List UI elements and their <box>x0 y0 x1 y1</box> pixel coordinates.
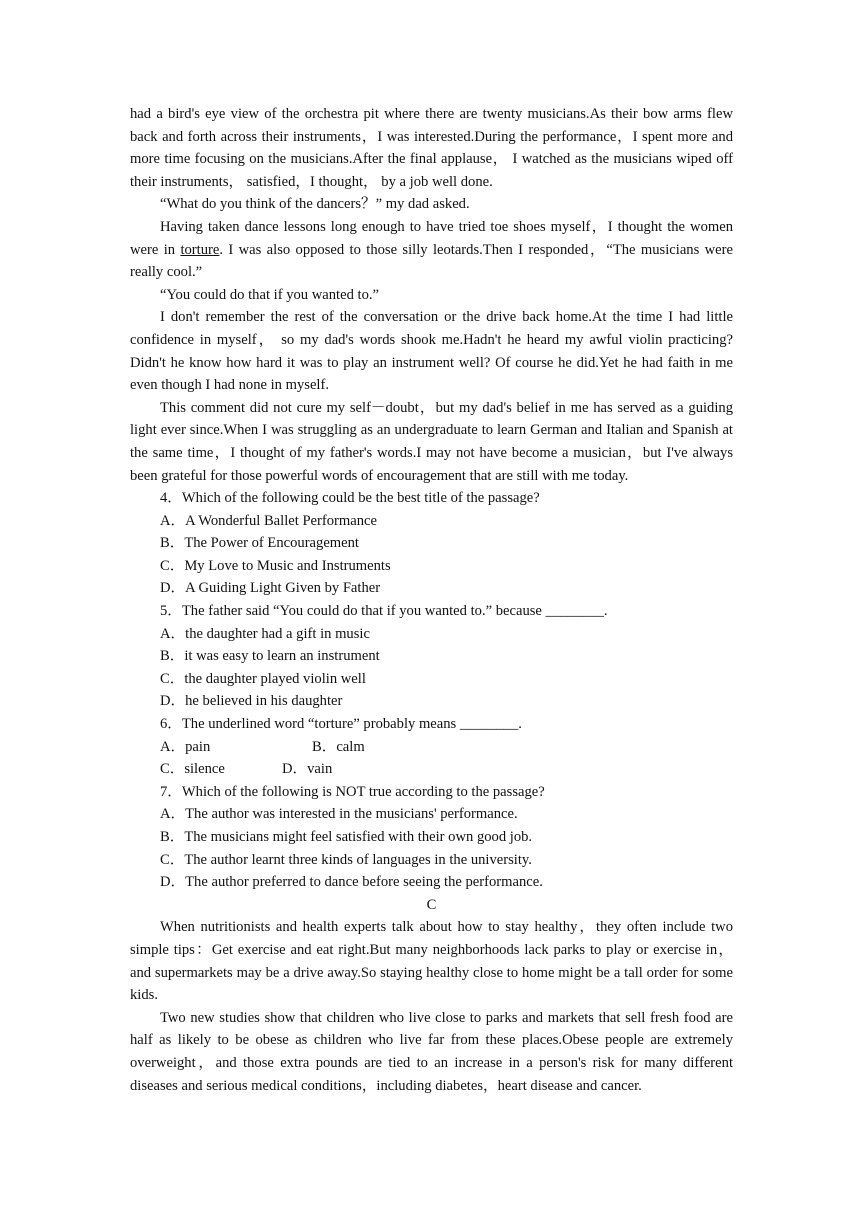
document-page <box>130 103 733 1097</box>
question-4-option-b: B．The Power of Encouragement <box>160 535 359 552</box>
passage-b-paragraph-4: “You could do that if you wanted to.” <box>160 286 380 303</box>
question-6-option-d: D．vain <box>282 761 333 778</box>
passage-b-paragraph-2: “What do you think of the dancers？” my dad asked. <box>160 196 470 213</box>
question-7-option-b: B．The musicians might feel satisfied with their own good job. <box>160 829 533 845</box>
question-5-stem: 5．The father said “You could do that if you wanted to.” because ________. <box>160 603 608 620</box>
question-6-options-row-1 <box>130 736 733 759</box>
question-6-option-b: B．calm <box>312 738 365 755</box>
question-5-option-d: D．he believed in his daughter <box>160 693 343 710</box>
question-6 <box>130 713 733 781</box>
question-5-option-c: C．the daughter played violin well <box>160 670 366 687</box>
question-6-stem: 6．The underlined word “torture” probably means ________. <box>160 716 522 733</box>
passage-b-paragraph-6: This comment did not cure my self－doubt，but my dad's belief in me has served as a guiding light ever since.When I was struggling as an undergraduate to learn German and Italian and Spanish at the same time，I thought of my father's words.I may not have become a musician，but I've always been grateful for those powerful words of encouragement that are still with me today. <box>130 399 733 484</box>
question-7-option-d: D．The author preferred to dance before seeing the performance. <box>160 874 543 891</box>
question-6-option-c: C．silence <box>160 761 225 778</box>
passage-b-paragraph-5: I don't remember the rest of the conversation or the drive back home.At the time I had little confidence in myself， so my dad's words shook me.Hadn't he heard my awful violin practicing? Didn't he know how hard it was to play an instrument well? Of course he did.Yet he had faith in me even though I had none in myself. <box>130 309 733 394</box>
underlined-word-torture: torture <box>180 241 220 258</box>
passage-b-paragraph-3 <box>130 216 733 284</box>
question-6-options-row-2 <box>130 758 733 781</box>
question-4-option-d: D．A Guiding Light Given by Father <box>160 580 381 597</box>
passage-c-paragraph-2: Two new studies show that children who live close to parks and markets that sell fresh food are half as likely to be obese as children who live far from these places.Obese people are extremely overweight，and those extra pounds are tied to an increase in a person's risk for many different diseases and serious medical conditions，including diabetes，heart disease and cancer. <box>130 1009 733 1094</box>
question-7-option-c: C．The author learnt three kinds of languages in the university. <box>160 851 532 868</box>
passage-b-paragraph-1: had a bird's eye view of the orchestra pit where there are twenty musicians.As their bow arms flew back and forth across their instruments，I was interested.During the performance，I spent more and more time focusing on the musicians.After the final applause， I watched as the musicians wiped off their instruments， satisfied，I thought， by a job well done. <box>130 106 733 190</box>
question-5-option-b: B．it was easy to learn an instrument <box>160 648 380 665</box>
question-4-option-a: A．A Wonderful Ballet Performance <box>160 512 377 529</box>
passage-c-paragraph-1: When nutritionists and health experts talk about how to stay healthy，they often include two simple tips：Get exercise and eat right.But many neighborhoods lack parks to play or exercise in，and supermarkets may be a drive away.So staying healthy close to home might be a tall order for some kids. <box>130 919 733 1004</box>
question-5 <box>130 600 733 713</box>
paragraph-3-text-after: . I was also opposed to those silly leotards.Then I responded，“The musicians were really cool.” <box>130 241 733 281</box>
question-6-option-a: A．pain <box>160 738 211 755</box>
question-7 <box>130 781 733 894</box>
question-7-option-a: A．The author was interested in the musicians' performance. <box>160 806 518 823</box>
question-4-stem: 4．Which of the following could be the best title of the passage? <box>160 490 540 507</box>
section-c-heading: C <box>426 896 437 913</box>
question-4 <box>130 487 733 600</box>
paragraph-3-text-before: Having taken dance lessons long enough to have tried toe shoes myself，I thought the women were in <box>130 218 733 258</box>
question-7-stem: 7．Which of the following is NOT true according to the passage? <box>160 783 545 800</box>
question-4-option-c: C．My Love to Music and Instruments <box>160 557 391 574</box>
question-5-option-a: A．the daughter had a gift in music <box>160 625 370 642</box>
